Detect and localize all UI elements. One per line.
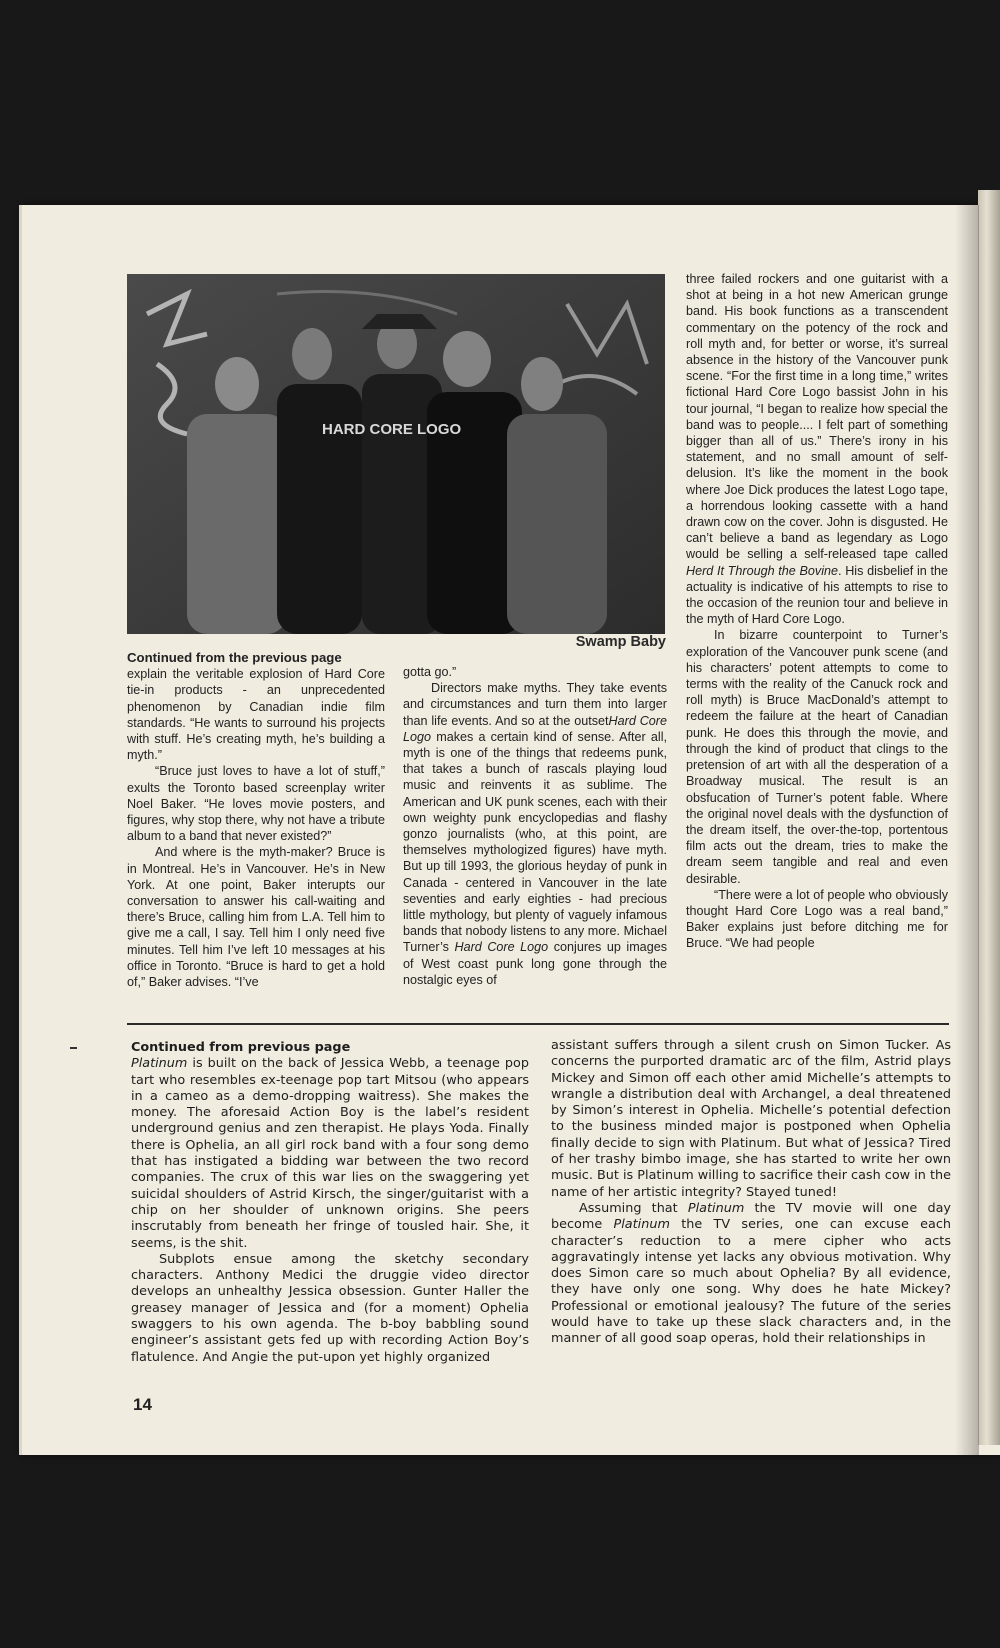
text-run: the TV series, one can excuse each character’s reduction to a mere cipher who acts aggravatingly intense yet lacks any obvious motivation. Why does Simon care so much about Ophelia? By all evidence, they have only one song. Why does he hate Mickey? Professional or emotional jealousy? The future of the series would have to take up these slack characters and, in the manner of all good soap operas, hold their relationships in <box>551 1217 951 1347</box>
paragraph: explain the veritable explosion of Hard Core tie-in products - an unprecedented phenomenon by Canadian indie film standards. “He wants to surround his projects with stuff. He’s creating myth, he’s building a myth.” <box>127 667 385 763</box>
paragraph <box>131 1056 529 1252</box>
article1-column-3 <box>686 271 948 952</box>
continued-heading: Continued from the previous page <box>127 650 342 665</box>
paragraph: gotta go.” <box>403 665 457 679</box>
margin-mark <box>70 1047 77 1049</box>
paragraph: In bizarre counterpoint to Turner’s exploration of the Vancouver punk scene (and his characters’ potent attempts to come to terms with the reality of the Canuck rock and roll myth) is Bruce MacDonald’s attempt to redeem the failure at the heart of Canadian punk. He does this through the movie, and through the kind of product that clings to the pretension of art with all the desperation of a Broadway musical. The result is an obsfucation of Turner’s potent fable. Where the original novel deals with the dysfunction of the dream itself, the over-the-top, portentous film acts out the dream, tries to make the dream seem tangible and real and even desirable. <box>686 628 948 886</box>
text-run: three failed rockers and one guitarist with a shot at being in a hot new American grunge band. His book functions as a transcendent commentary on the potency of the rock and roll myth and, for better or worse, it’s surreal absence in the history of the Vancouver punk scene. “For the first time in a long time,” writes fictional Hard Core Logo bassist John in his tour journal, “I began to realize how special the band was to people.... I felt part of something bigger than all of us.” There’s irony in his statement, and no small amount of self-delusion. It’s like the moment in the book where Joe Dick produces the latest Logo tape, a horrendous looking cassette with a hand drawn cow on the cover. John is disgusted. He can’t believe a band as legendary as Logo would be selling a self-released tape called <box>686 272 948 562</box>
paragraph <box>551 1201 951 1348</box>
tape-title: Herd It Through the Bovine <box>686 563 839 578</box>
shirt-text: HARD CORE LOGO <box>322 421 462 438</box>
text-run: the TV movie will one day become <box>551 1200 952 1233</box>
text-run: is built on the back of Jessica Webb, a teenage pop tart who resembles ex-teenage pop tart Mitsou (who appears in a cameo as a demo-dropping waitress). She makes the money. The aforesaid Action Boy is the label’s resident underground genius and zen therapist. He plays Yoda. Finally there is Ophelia, an all girl rock band with a four song demo that has instigated a bidding war between the two record companies. The crux of this war lies on the swaggering yet suicidal shoulders of Astrid Kirsch, the singer/guitarist with a chip on her shoulder of unknown origins. She peers inscrutably from beneath her fringe of tousled hair. She, it seems, is the shit. <box>131 1056 529 1251</box>
paragraph: “There were a lot of people who obviously thought Hard Core Logo was a real band,” Baker explains just before ditching me for Bruce. “We had people <box>686 887 948 951</box>
article1-column-2 <box>403 664 667 988</box>
paragraph <box>403 680 667 988</box>
article2-column-2 <box>551 1038 951 1348</box>
show-title: Platinum <box>613 1217 670 1233</box>
text-run: . His disbelief in the actuality is indicative of his attempts to rise to the occasion of the reunion tour and believe in the myth of Hard Core Logo. <box>686 563 949 627</box>
article2-column-1 <box>131 1040 529 1366</box>
text-run: makes a certain kind of sense. After all, myth is one of the things that redeems punk, that takes a bunch of rascals playing loud music and reinvents it as sublime. The American and UK punk scenes, each with their own weighty punk encyclopedias and flashy gonzo journalists (who, at this point, are themselves mythologized figures) have myth. But up till 1993, the glorious heyday of punk in Canada - centered in Vancouver in the late seventies and early eighties - had precious little mythology, but plenty of vaguely infamous bands that nobody listens to any more. Michael Turner’s <box>403 729 667 955</box>
book-title: Hard Core Logo <box>403 713 667 744</box>
text-run: Assuming that <box>579 1200 688 1216</box>
paragraph: Subplots ensue among the sketchy secondary characters. Anthony Medici the druggie video director develops an unhealthy Jessica obsession. Gunter Haller the greasey manager of Jessica and (for a moment) Ophelia swaggers to his own agenda. The b-boy babbling sound engineer’s assistant gets fed up with recording Action Boy’s flatulence. And Angie the put-upon yet highly organized <box>131 1251 529 1365</box>
section-divider <box>127 1023 949 1025</box>
text-run: conjures up images of West coast punk long gone through the nostalgic eyes of <box>403 940 667 987</box>
book-title: Hard Core Logo <box>454 940 549 955</box>
page-number: 14 <box>133 1395 152 1414</box>
page-edge <box>978 190 1000 1445</box>
continued-heading: Continued from previous page <box>131 1040 351 1055</box>
show-title: Platinum <box>131 1056 188 1072</box>
band-photo <box>127 274 665 634</box>
paragraph <box>686 271 948 627</box>
spine-shadow <box>955 205 979 1455</box>
paragraph: “Bruce just loves to have a lot of stuff,” exults the Toronto based screenplay writer Noel Baker. “He loves movie posters, and figures, why stop there, why not have a tribute album to a band that never existed?” <box>127 764 385 844</box>
paragraph: assistant suffers through a silent crush on Simon Tucker. As concerns the purported dramatic arc of the film, Astrid plays Mickey and Simon off each other amid Michelle’s attempts to wrangle a distribution deal with Archangel, a deal threatened by Simon’s interest in Ophelia. Michelle’s potential defection to the business minded major is postponed when Ophelia finally decide to sign with Platinum. But what of Jessica? Tired of her trashy bimbo image, she has started to write her own music. But is Platinum willing to sacrifice their cash cow in the name of her artistic integrity? Stayed tuned! <box>551 1038 951 1200</box>
text-run: Directors make myths. They take events and circumstances and turn them into larger than life events. And so at the outset <box>403 681 667 728</box>
article1-column-1 <box>127 650 385 990</box>
show-title: Platinum <box>687 1200 745 1216</box>
photo-caption: Swamp Baby <box>575 634 666 650</box>
paragraph: And where is the myth-maker? Bruce is in Montreal. He’s in Vancouver. He’s in New York. At one point, Baker interupts our conversation to answer his call-waiting and there’s Bruce, calling him from L.A. Tell him to give me a call, I say. Tell him I only need five minutes. Tell him I’ve left 10 messages at his office in Toronto. “Bruce is hard to get a hold of,” Baker advises. “I’ve <box>127 845 385 990</box>
